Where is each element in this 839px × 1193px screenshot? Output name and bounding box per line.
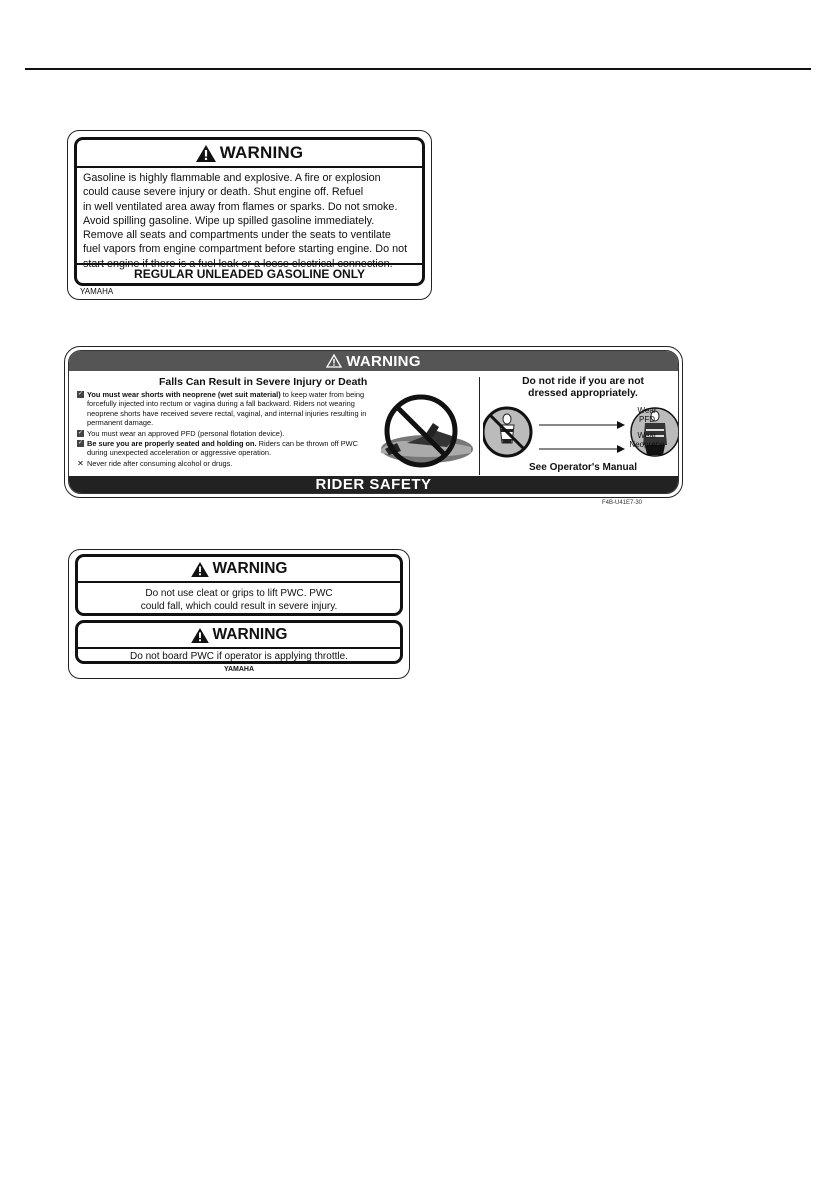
throttle-text: Do not board PWC if operator is applying throttle. (130, 651, 348, 662)
list-item (77, 459, 372, 468)
grip-throttle-warning-label (68, 549, 410, 679)
list-item (77, 390, 372, 428)
list-item-text: Be sure you are properly seated and holding on. Riders can be thrown off PWC during unexpected acceleration or aggressive operation. (87, 439, 358, 458)
wear-pfd-label (617, 406, 677, 424)
cleat-grip-heading: WARNING (212, 560, 288, 577)
wear-neoprene-label (617, 431, 677, 449)
fuel-line: Avoid spilling gasoline. Wipe up spilled gasoline immediately. (83, 214, 375, 227)
cleat-grip-warning-header (78, 557, 400, 583)
rider-safety-footer: RIDER SAFETY (69, 476, 678, 493)
list-item (77, 439, 372, 458)
list-item-text: You must wear an approved PFD (personal flotation device). (87, 428, 285, 438)
fuel-line: could cause severe injury or death. Shut engine off. Refuel (83, 186, 364, 199)
dress-title-line: Do not ride if you are not (522, 376, 644, 387)
dress-title-line: dressed appropriately. (528, 388, 638, 399)
wear-neoprene-line: Wear (637, 431, 657, 440)
wear-pfd-line: PFD (639, 415, 655, 424)
list-item-text: Never ride after consuming alcohol or drugs. (87, 458, 233, 468)
page-top-rule (25, 68, 811, 70)
rider-safety-frame (68, 350, 679, 494)
warning-triangle-icon (191, 562, 209, 577)
dress-title (483, 376, 679, 400)
no-falling-rider-pictogram-icon (367, 391, 475, 473)
fuel-line: fuel vapors from engine compartment before starting engine. Do not (83, 243, 408, 256)
fuel-line: Remove all seats and compartments under the seats to ventilate (83, 229, 391, 242)
fuel-warning-heading: WARNING (219, 143, 304, 162)
wear-pfd-line: Wear (637, 406, 657, 415)
cleat-grip-text (78, 583, 400, 613)
cleat-grip-line: could fall, which could result in severe injury. (140, 601, 338, 612)
yamaha-brand: YAMAHA (80, 287, 114, 296)
falls-title: Falls Can Result in Severe Injury or Death (159, 376, 368, 388)
fuel-warning-frame (74, 137, 425, 286)
rider-safety-list (77, 390, 372, 469)
fuel-warning-footer: REGULAR UNLEADED GASOLINE ONLY (77, 263, 422, 283)
label-part-code: F4B-U41E7-30 (602, 500, 643, 506)
fuel-line: start engine if there is a fuel leak or a loose electrical connection. (83, 257, 393, 270)
fuel-line: Gasoline is highly flammable and explosive. A fire or explosion (83, 172, 381, 184)
yamaha-brand: YAMAHA (223, 666, 255, 673)
cleat-grip-line: Do not use cleat or grips to lift PWC. PWC (145, 588, 333, 599)
throttle-warning (75, 620, 403, 664)
checkbox-icon: ✓ (77, 429, 84, 436)
rider-safety-label (64, 346, 683, 498)
warning-triangle-icon (196, 145, 216, 162)
warning-triangle-icon (191, 628, 209, 643)
list-item (77, 429, 372, 438)
wear-neoprene-line: Neoprene (629, 440, 665, 449)
cleat-grip-warning (75, 554, 403, 616)
see-manual-note: See Operator's Manual (529, 462, 637, 473)
warning-outline-triangle-icon (326, 354, 342, 368)
throttle-heading: WARNING (212, 626, 288, 643)
x-mark-icon: ✕ (77, 458, 84, 468)
rider-warning-header (69, 351, 678, 371)
list-item-text: You must wear shorts with neoprene (wet suit material) to keep water from being forcefully injected into rectum or vagina during a fall backward. Riders not wearing neoprene shorts have received severe rectal, vaginal, and internal injuries resulting in permanent damage. (87, 390, 367, 428)
fuel-warning-label (67, 130, 432, 300)
rider-warning-heading: WARNING (346, 352, 421, 370)
fuel-line: in well ventilated area away from flames or sparks. Do not smoke. (83, 200, 398, 213)
checkbox-icon: ✓ (77, 391, 84, 397)
fuel-warning-header (77, 140, 422, 168)
throttle-warning-header (78, 623, 400, 649)
fuel-warning-text (77, 168, 422, 271)
section-divider (479, 377, 480, 475)
checkbox-icon: ✓ (77, 440, 84, 447)
